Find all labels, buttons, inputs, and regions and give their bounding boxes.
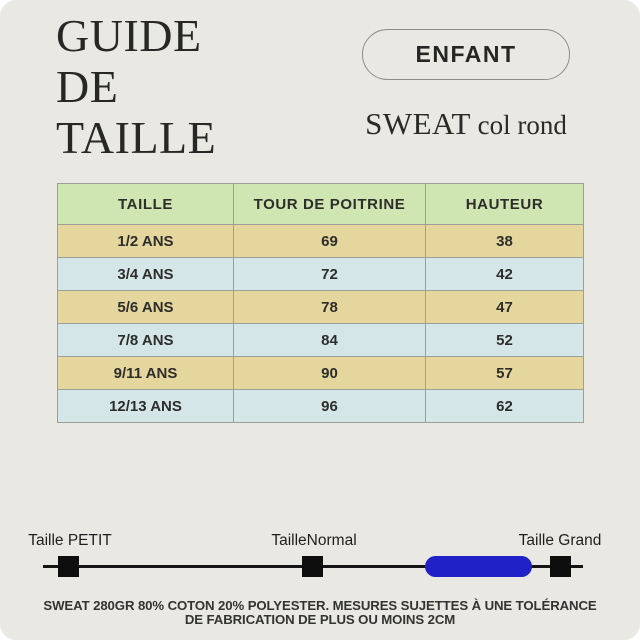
size-table: [57, 183, 584, 423]
table-cell-size: 7/8 ANS: [58, 324, 234, 357]
page-title-line1: GUIDE: [56, 10, 202, 61]
table-cell-height: 38: [426, 225, 584, 258]
footer-note-line2: DE FABRICATION DE PLUS OU MOINS 2CM: [184, 611, 456, 627]
table-cell-chest: 84: [234, 324, 426, 357]
table-cell-chest: 72: [234, 258, 426, 291]
fit-scale-label-normal: TailleNormal: [271, 532, 357, 549]
page-title-line2: DE: [56, 61, 119, 112]
table-cell-height: 47: [426, 291, 584, 324]
column-header-taille: TAILLE: [58, 184, 234, 225]
table-cell-chest: 90: [234, 357, 426, 390]
table-header-row: [58, 184, 584, 225]
fit-scale-marker-small: [58, 556, 79, 577]
table-row: [58, 357, 584, 390]
table-cell-size: 1/2 ANS: [58, 225, 234, 258]
fit-scale-marker-large: [550, 556, 571, 577]
column-header-hauteur: HAUTEUR: [426, 184, 584, 225]
product-name-main: SWEAT: [365, 106, 471, 141]
fit-scale-label-small: Taille PETIT: [28, 532, 112, 549]
table-row: [58, 258, 584, 291]
table-cell-height: 62: [426, 390, 584, 423]
category-badge-enfant[interactable]: [362, 29, 570, 80]
product-name-variant: col rond: [470, 110, 567, 140]
category-badge-label: ENFANT: [415, 41, 517, 67]
column-header-tour-de-poitrine: TOUR DE POITRINE: [234, 184, 426, 225]
table-cell-size: 9/11 ANS: [58, 357, 234, 390]
table-row: [58, 390, 584, 423]
table-cell-chest: 69: [234, 225, 426, 258]
table-cell-chest: 96: [234, 390, 426, 423]
table-cell-size: 12/13 ANS: [58, 390, 234, 423]
fit-scale-marker-normal: [302, 556, 323, 577]
table-row: [58, 324, 584, 357]
product-name: [342, 106, 590, 142]
fit-scale-label-large: Taille Grand: [518, 532, 602, 549]
table-cell-height: 57: [426, 357, 584, 390]
table-cell-size: 5/6 ANS: [58, 291, 234, 324]
page-title: [56, 10, 216, 163]
page-title-line3: TAILLE: [56, 112, 217, 163]
table-cell-height: 42: [426, 258, 584, 291]
table-row: [58, 291, 584, 324]
fit-scale-indicator-handle[interactable]: [425, 556, 532, 577]
table-cell-chest: 78: [234, 291, 426, 324]
table-cell-height: 52: [426, 324, 584, 357]
footer-note: [0, 599, 640, 627]
footer-note-line1: SWEAT 280GR 80% COTON 20% POLYESTER. MESURES SUJETTES À UNE TOLÉRANCE: [43, 598, 597, 613]
table-cell-size: 3/4 ANS: [58, 258, 234, 291]
table-row: [58, 225, 584, 258]
